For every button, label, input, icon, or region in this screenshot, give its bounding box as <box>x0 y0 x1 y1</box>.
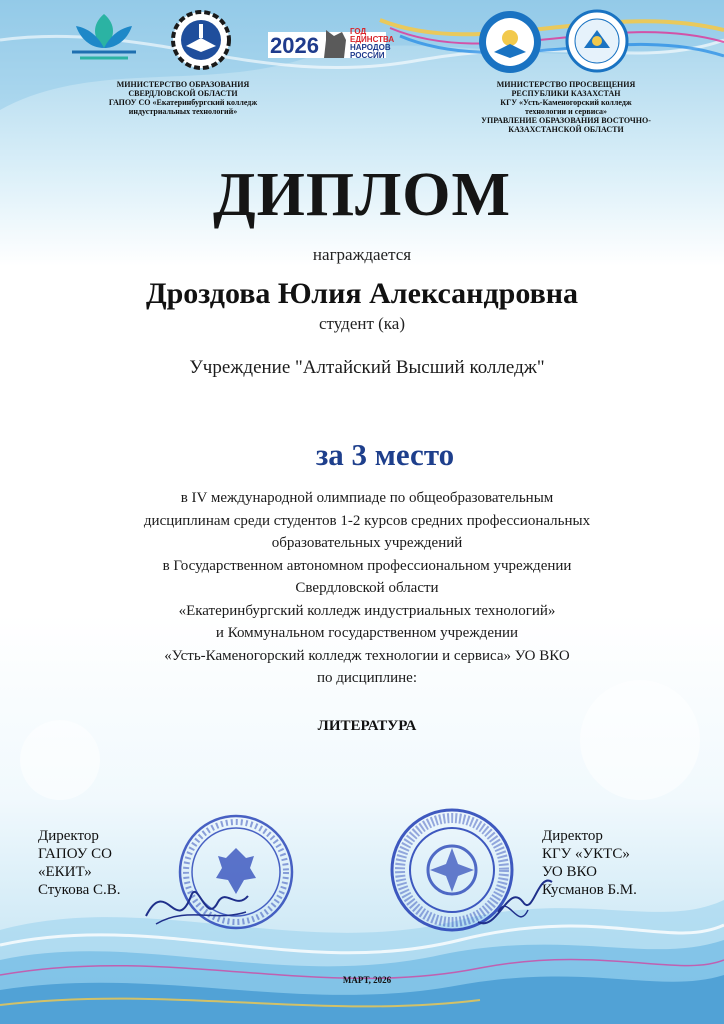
ukts-college-logo <box>562 8 632 74</box>
signature-right-line: Кусманов Б.М. <box>542 882 637 898</box>
org-right-line: РЕСПУБЛИКИ КАЗАХСТАН <box>511 89 621 98</box>
recipient-status: студент (ка) <box>318 314 406 333</box>
banner-line2: ЕДИНСТВА <box>350 35 395 44</box>
description-line: в Государственном автономном профессиональном учреждении <box>162 557 572 574</box>
org-header-left <box>52 80 314 116</box>
description-line: «Усть-Каменогорский колледж технологии и сервиса» УО ВКО <box>164 647 570 664</box>
diploma-title: ДИПЛОМ <box>212 161 512 229</box>
org-left-line: индустриальных технологий» <box>128 107 238 116</box>
signature-block-right <box>542 827 637 899</box>
award-description <box>0 487 724 690</box>
awarded-label: награждается <box>312 245 412 264</box>
ekit-college-logo <box>166 8 236 72</box>
org-right-line: КГУ «Усть-Каменогорский колледж <box>500 98 632 107</box>
org-left-line: МИНИСТЕРСТВО ОБРАЗОВАНИЯ <box>116 80 250 89</box>
description-line: Свердловской области <box>295 580 439 596</box>
signature-right-line: Директор <box>542 828 603 844</box>
issue-date: МАРТ, 2026 <box>342 975 392 985</box>
banner-line3: НАРОДОВ <box>350 43 391 52</box>
signature-left-line: Директор <box>38 828 99 844</box>
banner-text <box>350 27 395 60</box>
description-line: в IV международной олимпиаде по общеобразовательным <box>180 490 554 506</box>
org-right-line: КАЗАХСТАНСКОЙ ОБЛАСТИ <box>508 125 624 134</box>
signature-left <box>136 866 256 936</box>
description-line: «Екатеринбургский колледж индустриальных технологий» <box>178 602 556 619</box>
org-header-right <box>448 80 684 134</box>
org-right-line: технологии и сервиса» <box>525 107 607 116</box>
signature-right-line: КГУ «УКТС» <box>542 846 630 862</box>
signature-right-line: УО ВКО <box>542 864 597 880</box>
signature-left-line: «ЕКИТ» <box>38 864 92 880</box>
description-line: и Коммунальном государственном учреждении <box>215 625 519 641</box>
signature-block-left <box>38 827 121 899</box>
ministry-kazakhstan-logo <box>476 8 544 76</box>
org-right-line: МИНИСТЕРСТВО ПРОСВЕЩЕНИЯ <box>496 80 636 89</box>
ministry-education-logo <box>62 8 146 70</box>
description-line: образовательных учреждений <box>271 535 463 551</box>
recipient-name: Дроздова Юлия Александровна <box>145 277 579 310</box>
signature-left-line: Стукова С.В. <box>38 882 121 898</box>
subject-name: ЛИТЕРАТУРА <box>317 718 417 734</box>
org-left-line: СВЕРДЛОВСКОЙ ОБЛАСТИ <box>128 89 238 98</box>
description-line: дисциплинам среди студентов 1-2 курсов средних профессиональных <box>143 512 591 529</box>
recipient-institution: Учреждение "Алтайский Высший колледж" <box>189 357 545 378</box>
org-right-line: УПРАВЛЕНИЕ ОБРАЗОВАНИЯ ВОСТОЧНО- <box>481 116 651 125</box>
org-left-line: ГАПОУ СО «Екатеринбургский колледж <box>108 98 258 107</box>
description-line: по дисциплине: <box>316 670 418 686</box>
banner-line1: ГОД <box>350 27 367 36</box>
banner-year: 2026 <box>270 33 319 58</box>
signature-left-line: ГАПОУ СО <box>38 846 112 862</box>
banner-line4: РОССИИ <box>350 51 385 60</box>
award-place: за 3 место <box>315 437 455 472</box>
